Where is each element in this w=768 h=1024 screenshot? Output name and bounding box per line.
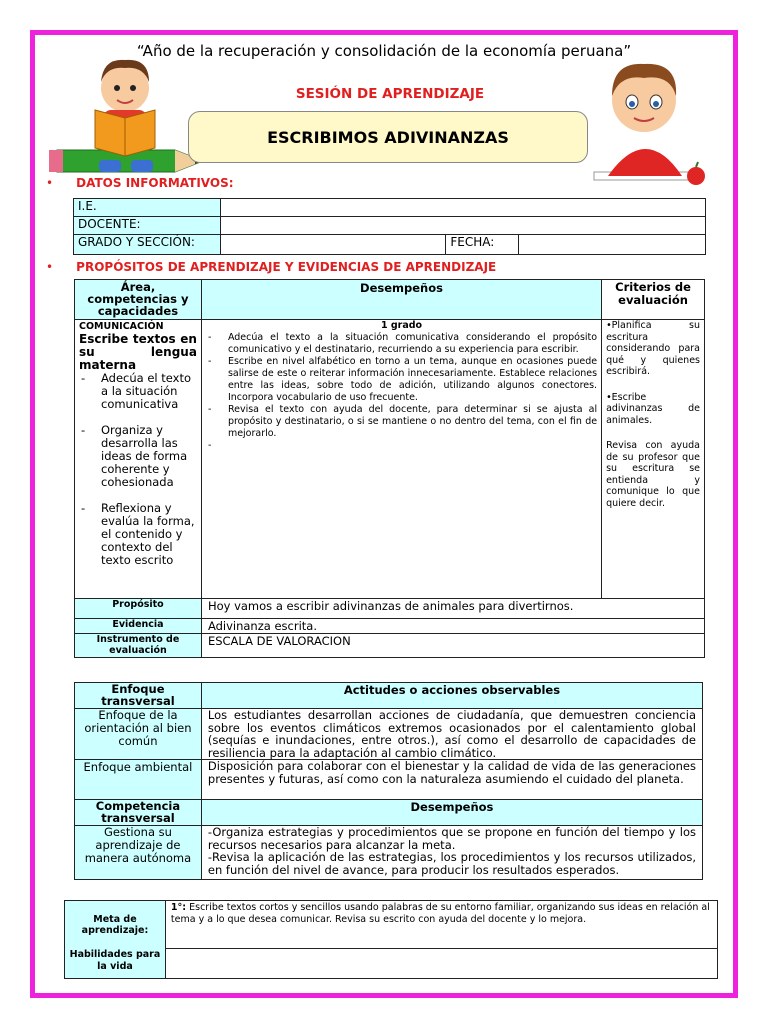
evidencia-label: Evidencia (75, 619, 202, 634)
capacidades-list (79, 372, 197, 567)
capacidad-item: - Adecúa el texto a la situación comunicativa (79, 372, 197, 411)
datos-ie-label: I.E. (74, 199, 221, 217)
enfoques-table (74, 682, 703, 880)
col-actitudes: Actitudes o acciones observables (201, 683, 702, 709)
desempenos-cell (201, 320, 601, 599)
section-datos-title: DATOS INFORMATIVOS: (76, 176, 234, 190)
competencia-label: Gestiona su aprendizaje de manera autónoma (75, 826, 202, 880)
habilidades-value[interactable] (165, 949, 717, 979)
grado-label: 1 grado (380, 320, 423, 331)
datos-docente-value[interactable] (220, 217, 705, 235)
col-enfoque: Enfoque transversal (75, 683, 202, 709)
criterio-item: Revisa con ayuda de su profesor que su escritura se entienda y comunique lo que quiere decir. (606, 440, 700, 509)
section-propositos (46, 256, 496, 275)
capacidad-item: - Reflexiona y evalúa la forma, el contenido y contexto del texto escrito (79, 502, 197, 567)
propositos-table (74, 279, 705, 658)
meta-text: Escribe textos cortos y sencillos usando palabras de su entorno familiar, organizando sus ideas en relación al tema y a lo que desea comunicar. Revisa su escrito con ayuda del docente y lo mejora. (170, 902, 710, 925)
col-criterios: Criterios de evaluación (602, 280, 705, 320)
desempeno-item: - Revisa el texto con ayuda del docente, para determinar si se ajusta al propósito y destinatario, o si se mantiene o no dentro del tema, con el fin de mejorarlo. (206, 404, 597, 440)
enfoque-label: Enfoque ambiental (75, 760, 202, 800)
instrumento-value: ESCALA DE VALORACION (201, 634, 704, 658)
proposito-label: Propósito (75, 599, 202, 619)
meta-prefix: 1°: (170, 902, 187, 913)
competencia-cell (201, 826, 702, 880)
child-reading-illustration (45, 52, 205, 176)
col-area: Área, competencias y capacidades (75, 280, 202, 320)
enfoque-text: Los estudiantes desarrollan acciones de ciudadanía, que demuestren conciencia sobre los eventos climáticos extremos ocasionados por el calentamiento global (sequías e inundaciones, entre otros.), así como el desarrollo de capacidades de resiliencia para la adaptación al cambio climático. (201, 709, 702, 760)
meta-cell (165, 901, 717, 949)
bullet-icon: • (46, 176, 54, 190)
competencia-line: -Organiza estrategias y procedimientos que se propone en función del tiempo y los recursos necesarios para alcanzar la meta. (207, 825, 696, 852)
year-phrase: “Año de la recuperación y consolidación de la economía peruana” (136, 42, 632, 60)
area-cell (75, 320, 202, 599)
datos-ie-value[interactable] (220, 199, 705, 217)
desempenos-list (206, 332, 597, 440)
criterio-item: •Planifica su escritura considerando para qué y quienes escribirá. (606, 320, 700, 377)
col-competencia: Competencia transversal (75, 800, 202, 826)
instrumento-label: Instrumento de evaluación (75, 634, 202, 658)
meta-label: Meta de aprendizaje: (65, 901, 166, 949)
criterio-item: •Escribe adivinanzas de animales. (606, 391, 700, 426)
session-title: ESCRIBIMOS ADIVINANZAS (267, 127, 509, 147)
criterios-cell (602, 320, 705, 599)
datos-fecha-value[interactable] (519, 235, 706, 255)
session-title-box (188, 111, 588, 163)
evidencia-value: Adivinanza escrita. (201, 619, 704, 634)
desempeno-item: - Escribe en nivel alfabético en torno a un tema, aunque en ocasiones puede salirse de este o reiterar información innecesariamente. Establece relaciones entre las ideas, sobre todo de adición, utilizando algunos conectores. Incorpora vocabulario de uso frecuente. (206, 356, 597, 404)
child-writing-illustration (586, 52, 712, 188)
area-title: COMUNICACIÓN (79, 321, 164, 332)
desempeno-item: - Adecúa el texto a la situación comunicativa considerando el propósito comunicativo y el destinatario, recurriendo a su experiencia para escribir. (206, 332, 597, 356)
col-desempenos: Desempeños (201, 280, 601, 320)
habilidades-label: Habilidades para la vida (65, 949, 166, 979)
enfoque-text: Disposición para colaborar con el bienestar y la calidad de vida de las generaciones presentes y futuras, así como con la naturaleza asumiendo el cuidado del planeta. (201, 760, 702, 800)
datos-fecha-label: FECHA: (446, 235, 519, 255)
datos-docente-label: DOCENTE: (74, 217, 221, 235)
section-datos (46, 172, 234, 191)
datos-table (73, 198, 706, 255)
capacidad-item: - Organiza y desarrolla las ideas de forma coherente y cohesionada (79, 424, 197, 489)
competencia: Escribe textos en su lengua materna (79, 332, 197, 372)
section-propositos-title: PROPÓSITOS DE APRENDIZAJE Y EVIDENCIAS DE APRENDIZAJE (76, 260, 497, 274)
proposito-value: Hoy vamos a escribir adivinanzas de animales para divertirnos. (201, 599, 704, 619)
session-label: SESIÓN DE APRENDIZAJE (295, 86, 485, 102)
datos-grado-value[interactable] (220, 235, 446, 255)
bullet-icon: • (46, 260, 54, 274)
competencia-line: -Revisa la aplicación de las estrategias, los procedimientos y los recursos utilizados, en función del nivel de avance, para producir los resultados esperados. (207, 850, 696, 877)
col-desempenos-transversal: Desempeños (201, 800, 702, 826)
enfoque-label: Enfoque de la orientación al bien común (75, 709, 202, 760)
datos-grado-label: GRADO Y SECCIÓN: (74, 235, 221, 255)
meta-table (64, 900, 718, 979)
